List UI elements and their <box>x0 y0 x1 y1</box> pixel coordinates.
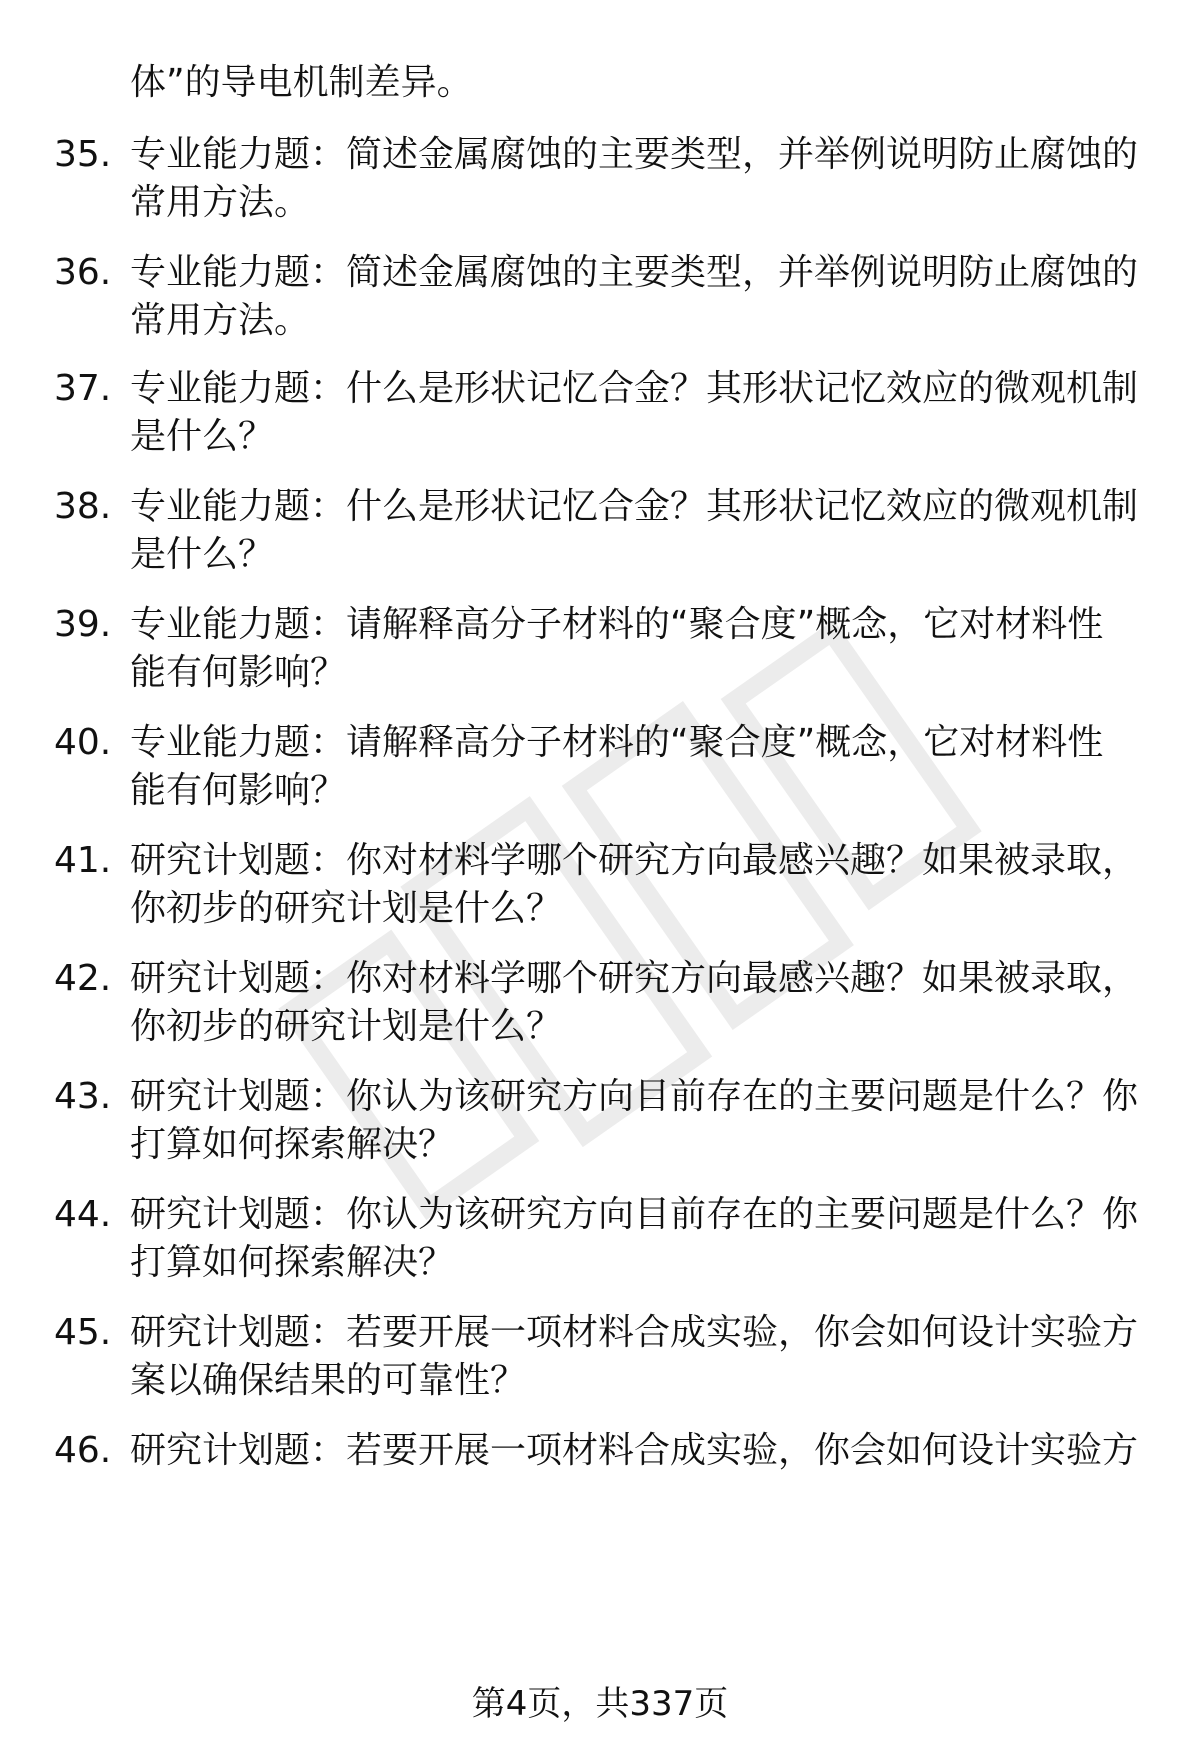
question-text-line: 专业能力题：请解释高分子材料的“聚合度”概念，它对材料性 <box>130 722 1104 763</box>
question-number: 37. <box>54 368 112 409</box>
question-text-line: 打算如何探索解决？ <box>130 1124 455 1165</box>
list-item <box>0 954 1200 1064</box>
question-number: 36. <box>54 252 112 293</box>
question-number: 41. <box>54 840 112 881</box>
question-number: 43. <box>54 1076 112 1117</box>
question-text-line: 研究计划题：你对材料学哪个研究方向最感兴趣？如果被录取， <box>130 958 1139 999</box>
list-item <box>0 130 1200 240</box>
question-text-line: 专业能力题：什么是形状记忆合金？其形状记忆效应的微观机制 <box>130 368 1139 409</box>
question-text-line: 是什么？ <box>130 416 275 457</box>
question-text-line: 专业能力题：简述金属腐蚀的主要类型，并举例说明防止腐蚀的 <box>130 252 1139 293</box>
list-item <box>0 718 1200 828</box>
question-text-line: 能有何影响？ <box>130 770 347 811</box>
question-number: 35. <box>54 134 112 175</box>
continuation-line: 体”的导电机制差异。 <box>130 62 473 103</box>
question-number: 40. <box>54 722 112 763</box>
list-item <box>0 248 1200 358</box>
question-text-line: 你初步的研究计划是什么？ <box>130 1006 563 1047</box>
question-number: 42. <box>54 958 112 999</box>
question-text-line: 研究计划题：你认为该研究方向目前存在的主要问题是什么？你 <box>130 1194 1139 1235</box>
question-text-line: 案以确保结果的可靠性？ <box>130 1360 527 1401</box>
question-text-line: 研究计划题：你对材料学哪个研究方向最感兴趣？如果被录取， <box>130 840 1139 881</box>
list-item <box>0 1190 1200 1300</box>
question-number: 45. <box>54 1312 112 1353</box>
question-text-line: 研究计划题：若要开展一项材料合成实验，你会如何设计实验方 <box>130 1312 1139 1353</box>
page-footer: 第4页，共337页 <box>471 1684 729 1724</box>
question-text-line: 常用方法。 <box>130 300 311 341</box>
question-text-line: 专业能力题：请解释高分子材料的“聚合度”概念，它对材料性 <box>130 604 1104 645</box>
list-item <box>0 482 1200 592</box>
list-item <box>0 836 1200 946</box>
list-item <box>0 364 1200 474</box>
question-number: 38. <box>54 486 112 527</box>
list-item <box>0 600 1200 710</box>
question-number: 39. <box>54 604 112 645</box>
question-text-line: 研究计划题：你认为该研究方向目前存在的主要问题是什么？你 <box>130 1076 1139 1117</box>
question-text-line: 打算如何探索解决？ <box>130 1242 455 1283</box>
question-text-line: 你初步的研究计划是什么？ <box>130 888 563 929</box>
question-text-line: 常用方法。 <box>130 182 311 223</box>
list-item <box>0 1308 1200 1418</box>
question-text-line: 专业能力题：什么是形状记忆合金？其形状记忆效应的微观机制 <box>130 486 1139 527</box>
question-text-line: 专业能力题：简述金属腐蚀的主要类型，并举例说明防止腐蚀的 <box>130 134 1139 175</box>
list-item <box>0 1072 1200 1182</box>
question-text-line: 研究计划题：若要开展一项材料合成实验，你会如何设计实验方 <box>130 1430 1139 1471</box>
list-item <box>0 1426 1200 1536</box>
question-text-line: 是什么？ <box>130 534 275 575</box>
question-number: 46. <box>54 1430 112 1471</box>
question-text-line: 能有何影响？ <box>130 652 347 693</box>
question-number: 44. <box>54 1194 112 1235</box>
